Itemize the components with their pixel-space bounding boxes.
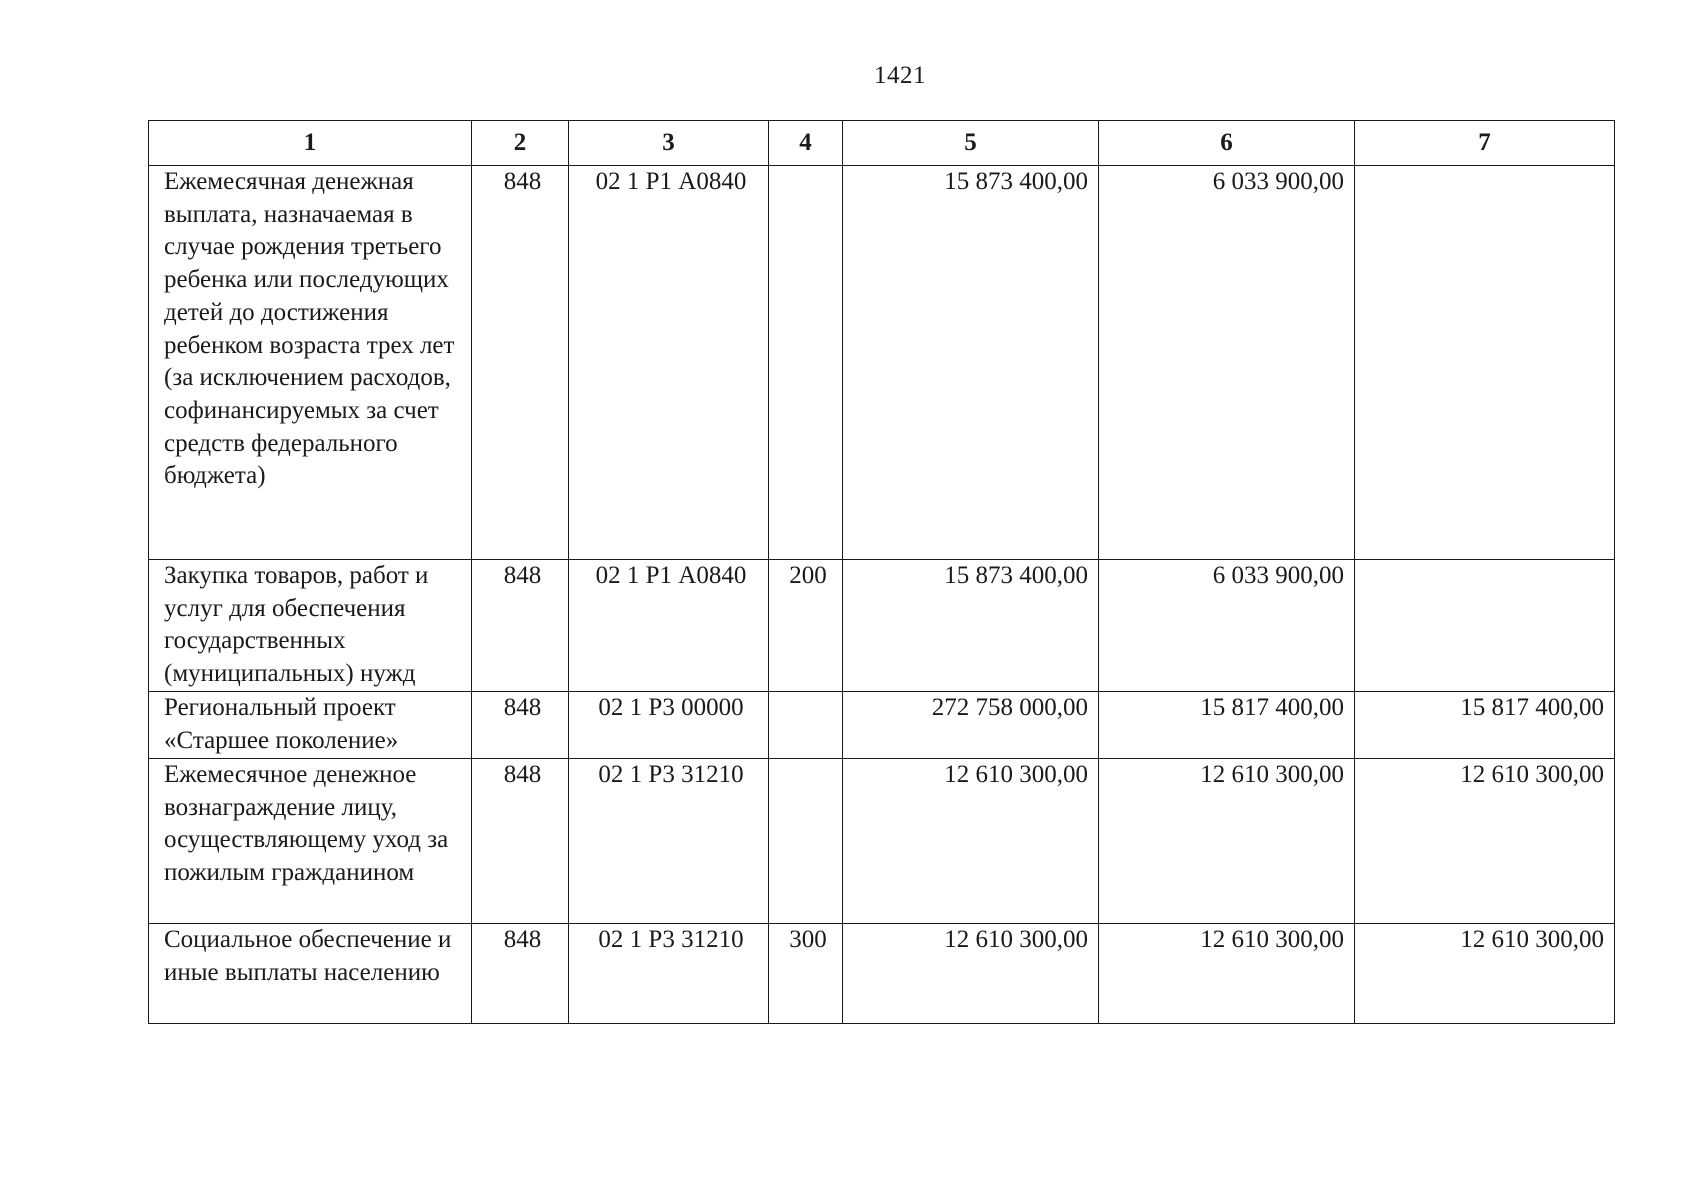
row-amount-5: 15 873 400,00 — [843, 560, 1099, 692]
row-expense-type — [769, 692, 843, 759]
row-amount-6: 15 817 400,00 — [1099, 692, 1355, 759]
header-row — [149, 121, 1615, 166]
row-admin-code: 848 — [472, 560, 569, 692]
table-row — [149, 759, 1615, 924]
row-amount-7: 12 610 300,00 — [1355, 924, 1615, 1024]
row-amount-6: 6 033 900,00 — [1099, 166, 1355, 560]
row-expense-type — [769, 166, 843, 560]
row-admin-code: 848 — [472, 692, 569, 759]
header-col-5: 5 — [843, 121, 1099, 166]
header-col-6: 6 — [1099, 121, 1355, 166]
row-name: Ежемесячное денежное вознаграждение лицу, осуществляющему уход за пожилым гражданином — [149, 759, 472, 924]
header-col-1: 1 — [149, 121, 472, 166]
row-admin-code: 848 — [472, 924, 569, 1024]
header-col-4: 4 — [769, 121, 843, 166]
row-expense-type: 200 — [769, 560, 843, 692]
row-name: Социальное обеспечение и иные выплаты населению — [149, 924, 472, 1024]
table-row — [149, 924, 1615, 1024]
row-amount-5: 12 610 300,00 — [843, 924, 1099, 1024]
row-amount-6: 12 610 300,00 — [1099, 924, 1355, 1024]
row-amount-5: 272 758 000,00 — [843, 692, 1099, 759]
row-amount-7: 15 817 400,00 — [1355, 692, 1615, 759]
header-col-3: 3 — [569, 121, 769, 166]
budget-table — [148, 120, 1615, 1024]
row-target-code: 02 1 Р1 А0840 — [569, 166, 769, 560]
header-col-7: 7 — [1355, 121, 1615, 166]
row-amount-7 — [1355, 560, 1615, 692]
row-admin-code: 848 — [472, 166, 569, 560]
header-col-2: 2 — [472, 121, 569, 166]
row-amount-5: 12 610 300,00 — [843, 759, 1099, 924]
row-amount-5: 15 873 400,00 — [843, 166, 1099, 560]
row-amount-7: 12 610 300,00 — [1355, 759, 1615, 924]
row-name: Региональный проект «Старшее поколение» — [149, 692, 472, 759]
row-name: Ежемесячная денежная выплата, назначаемая в случае рождения третьего ребенка или последующих детей до достижения ребенком возраста трех лет (за исключением расходов, софинансируемых за счет средств федерального бюджета) — [149, 166, 472, 560]
row-amount-6: 12 610 300,00 — [1099, 759, 1355, 924]
row-name: Закупка товаров, работ и услуг для обеспечения государственных (муниципальных) нужд — [149, 560, 472, 692]
table-row — [149, 166, 1615, 560]
row-target-code: 02 1 Р3 31210 — [569, 924, 769, 1024]
row-expense-type — [769, 759, 843, 924]
row-amount-7 — [1355, 166, 1615, 560]
row-expense-type: 300 — [769, 924, 843, 1024]
row-amount-6: 6 033 900,00 — [1099, 560, 1355, 692]
row-target-code: 02 1 Р3 31210 — [569, 759, 769, 924]
page-number: 1421 — [874, 62, 926, 89]
row-target-code: 02 1 Р3 00000 — [569, 692, 769, 759]
row-admin-code: 848 — [472, 759, 569, 924]
row-target-code: 02 1 Р1 А0840 — [569, 560, 769, 692]
table-row — [149, 692, 1615, 759]
table-row — [149, 560, 1615, 692]
